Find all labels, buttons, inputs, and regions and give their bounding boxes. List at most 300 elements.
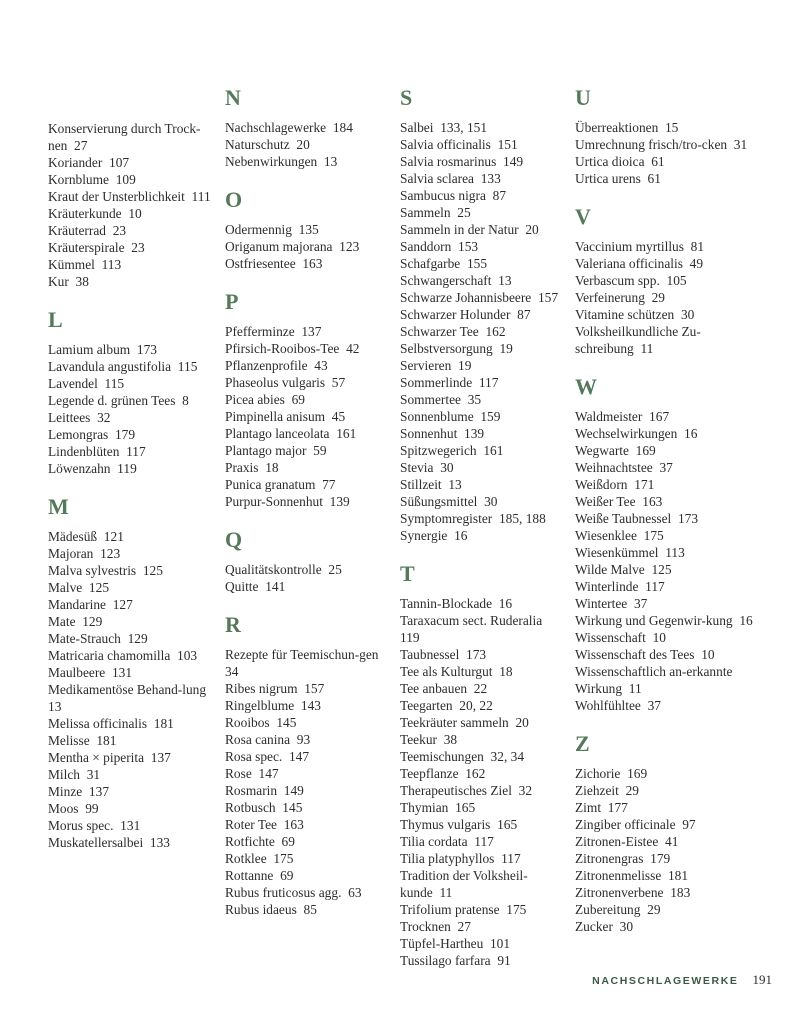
entry-page-numbers: 69 (291, 392, 305, 407)
entry-page-numbers: 38 (75, 274, 89, 289)
entry-term: Kur (48, 274, 69, 289)
entry-term: Moos (48, 801, 79, 816)
index-entry (225, 867, 388, 884)
index-entry (575, 663, 764, 697)
entry-page-numbers: 157 (304, 681, 325, 696)
index-entry (48, 375, 213, 392)
entry-page-numbers: 101 (489, 936, 511, 951)
entry-term: Leittees (48, 410, 91, 425)
index-entry (48, 766, 213, 783)
entry-term: Malve (48, 580, 83, 595)
entry-page-numbers: 162 (465, 766, 486, 781)
entry-term: Matricaria chamomilla (48, 648, 171, 663)
index-entry (48, 783, 213, 800)
entry-page-numbers: 181 (667, 868, 689, 883)
entry-term: Praxis (225, 460, 259, 475)
entry-term: Schwangerschaft (400, 273, 492, 288)
entry-term: Lamium album (48, 342, 131, 357)
entry-page-numbers: 16 (739, 613, 753, 628)
index-entry (575, 442, 764, 459)
index-entry (400, 289, 563, 306)
entry-term: Stevia (400, 460, 434, 475)
index-entry (400, 357, 563, 374)
entry-page-numbers: 147 (288, 749, 310, 764)
index-entry (400, 510, 563, 527)
index-entry (575, 901, 764, 918)
entry-term: Volksheilkundliche Zu-schreibung (575, 324, 701, 356)
index-entry (225, 646, 388, 680)
index-entry (225, 782, 388, 799)
index-entry (400, 646, 563, 663)
index-entry (575, 850, 764, 867)
entry-term: Rooibos (225, 715, 270, 730)
entry-page-numbers: 111 (191, 189, 211, 204)
index-entry (575, 510, 764, 527)
entry-term: Wirkung und Gegenwir-kung (575, 613, 733, 628)
index-entry (575, 119, 764, 136)
entry-page-numbers: 185, 188 (498, 511, 546, 526)
index-entry (575, 799, 764, 816)
index-entry (225, 561, 388, 578)
index-entry (225, 493, 388, 510)
index-entry (575, 425, 764, 442)
index-entry (400, 442, 563, 459)
section-letter-r: R (225, 612, 241, 637)
index-column-2 (225, 86, 400, 969)
index-entry (575, 136, 764, 153)
entry-term: Teekur (400, 732, 437, 747)
entry-term: Lavendel (48, 376, 98, 391)
entry-page-numbers: 87 (517, 307, 531, 322)
index-entry (575, 646, 764, 663)
entry-term: Zingiber officinale (575, 817, 676, 832)
entry-term: Rubus fruticosus agg. (225, 885, 342, 900)
entry-page-numbers: 13 (448, 477, 462, 492)
entry-term: Zimt (575, 800, 602, 815)
entry-page-numbers: 29 (651, 290, 665, 305)
entry-page-numbers: 127 (112, 597, 133, 612)
index-entry (400, 153, 563, 170)
entry-term: Kraut der Unsterblichkeit (48, 189, 185, 204)
entry-term: Zitronen-Eistee (575, 834, 659, 849)
entry-page-numbers: 133 (480, 171, 501, 186)
index-entry (48, 358, 213, 375)
index-entry (225, 374, 388, 391)
entry-page-numbers: 151 (497, 137, 518, 152)
section-letter-s: S (400, 85, 413, 110)
entry-term: Teemischungen (400, 749, 484, 764)
entry-term: Morus spec. (48, 818, 114, 833)
entry-term: Plantago lanceolata (225, 426, 330, 441)
entry-page-numbers: 11 (439, 885, 453, 900)
entry-term: Rose (225, 766, 252, 781)
index-entry (400, 935, 563, 952)
index-entry (48, 579, 213, 596)
entry-term: Tilia platyphyllos (400, 851, 495, 866)
entry-page-numbers: 117 (478, 375, 499, 390)
index-entry (400, 374, 563, 391)
entry-term: Muskatellersalbei (48, 835, 144, 850)
entry-page-numbers: 173 (466, 647, 487, 662)
index-entry (48, 256, 213, 273)
entry-term: Urtica dioica (575, 154, 645, 169)
entry-page-numbers: 117 (474, 834, 494, 849)
index-entry (48, 613, 213, 630)
entry-term: Wissenschaft des Tees (575, 647, 695, 662)
entry-page-numbers: 85 (303, 902, 317, 917)
entry-term: Sammeln in der Natur (400, 222, 519, 237)
index-entry (400, 323, 563, 340)
entry-term: Winterlinde (575, 579, 639, 594)
entry-page-numbers: 155 (466, 256, 488, 271)
index-entry (48, 715, 213, 732)
entry-term: Mate (48, 614, 76, 629)
entry-term: Wintertee (575, 596, 628, 611)
index-entry (225, 119, 388, 136)
index-entry (225, 816, 388, 833)
section-letter-v: V (575, 204, 591, 229)
entry-page-numbers: 139 (464, 426, 485, 441)
entry-page-numbers: 143 (300, 698, 321, 713)
entry-term: Kräuterrad (48, 223, 106, 238)
entry-term: Quitte (225, 579, 259, 594)
entry-page-numbers: 137 (150, 750, 171, 765)
entry-term: Teegarten (400, 698, 453, 713)
entry-page-numbers: 153 (458, 239, 479, 254)
index-entry (575, 833, 764, 850)
entry-page-numbers: 49 (689, 256, 704, 271)
index-entry (225, 799, 388, 816)
entry-term: Weißer Tee (575, 494, 636, 509)
entry-page-numbers: 59 (313, 443, 327, 458)
entry-page-numbers: 97 (682, 817, 696, 832)
entry-page-numbers: 23 (131, 240, 145, 255)
entry-term: Rottanne (225, 868, 274, 883)
index-entry (400, 918, 563, 935)
entry-term: Odermennig (225, 222, 292, 237)
entry-page-numbers: 125 (88, 580, 110, 595)
index-entry (225, 153, 388, 170)
entry-term: Kräuterkunde (48, 206, 122, 221)
entry-page-numbers: 175 (273, 851, 294, 866)
entry-term: Salvia rosmarinus (400, 154, 497, 169)
index-entry (225, 391, 388, 408)
entry-term: Sambucus nigra (400, 188, 486, 203)
entry-term: Salbei (400, 120, 434, 135)
entry-page-numbers: 18 (499, 664, 513, 679)
entry-page-numbers: 139 (329, 494, 350, 509)
entry-term: Salvia officinalis (400, 137, 491, 152)
entry-term: Rubus idaeus (225, 902, 297, 917)
entry-term: Mentha × piperita (48, 750, 145, 765)
index-entry (575, 408, 764, 425)
entry-page-numbers: 137 (88, 784, 110, 799)
index-entry (400, 306, 563, 323)
index-entry (575, 629, 764, 646)
entry-page-numbers: 133 (149, 835, 170, 850)
index-entry (48, 834, 213, 851)
entry-page-numbers: 10 (128, 206, 142, 221)
index-entry (48, 681, 213, 715)
entry-page-numbers: 147 (258, 766, 279, 781)
index-entry (48, 630, 213, 647)
entry-page-numbers: 99 (85, 801, 99, 816)
entry-page-numbers: 32, 34 (490, 749, 525, 764)
entry-page-numbers: 16 (684, 426, 698, 441)
entry-term: Lindenblüten (48, 444, 120, 459)
entry-term: Symptomregister (400, 511, 493, 526)
index-entry (225, 765, 388, 782)
entry-page-numbers: 125 (651, 562, 672, 577)
index-entry (400, 425, 563, 442)
entry-term: Teepflanze (400, 766, 459, 781)
index-entry (575, 867, 764, 884)
entry-term: Taubnessel (400, 647, 460, 662)
entry-term: Wegwarte (575, 443, 629, 458)
index-entry (400, 272, 563, 289)
index-entry (400, 901, 563, 918)
entry-term: Wechselwirkungen (575, 426, 678, 441)
entry-page-numbers: 141 (265, 579, 286, 594)
entry-page-numbers: 93 (296, 732, 311, 747)
entry-page-numbers: 20 (515, 715, 529, 730)
entry-term: Mate-Strauch (48, 631, 121, 646)
index-entry (400, 952, 563, 969)
entry-term: Pfirsich-Rooibos-Tee (225, 341, 340, 356)
index-entry (400, 833, 563, 850)
entry-page-numbers: 149 (283, 783, 304, 798)
entry-page-numbers: 115 (177, 359, 198, 374)
entry-page-numbers: 159 (480, 409, 501, 424)
entry-term: Thymian (400, 800, 449, 815)
entry-page-numbers: 27 (74, 138, 88, 153)
entry-term: Wiesenkümmel (575, 545, 659, 560)
section-letter-u: U (575, 85, 591, 110)
entry-term: Wiesenklee (575, 528, 637, 543)
entry-page-numbers: 181 (153, 716, 174, 731)
index-entry (225, 476, 388, 493)
index-entry (225, 255, 388, 272)
entry-term: Trifolium pratense (400, 902, 500, 917)
entry-term: Minze (48, 784, 83, 799)
entry-term: Medikamentöse Behand-lung (48, 682, 207, 697)
entry-term: Selbstversorgung (400, 341, 493, 356)
entry-term: Zitronenverbene (575, 885, 664, 900)
entry-page-numbers: 161 (483, 443, 504, 458)
entry-page-numbers: 57 (331, 375, 346, 390)
index-entry (400, 476, 563, 493)
entry-term: Rotbusch (225, 800, 276, 815)
index-entry (575, 170, 764, 187)
index-entry (400, 799, 563, 816)
entry-term: Sommertee (400, 392, 461, 407)
entry-page-numbers: 123 (339, 239, 360, 254)
entry-term: Wilde Malve (575, 562, 645, 577)
entry-term: Taraxacum sect. Ruderalia (400, 613, 543, 628)
entry-term: Kornblume (48, 172, 109, 187)
index-entry (400, 170, 563, 187)
entry-page-numbers: 129 (127, 631, 148, 646)
index-entry (48, 205, 213, 222)
index-entry (48, 800, 213, 817)
entry-term: Nachschlagewerke (225, 120, 327, 135)
entry-page-numbers: 13 (498, 273, 512, 288)
index-entry (225, 578, 388, 595)
index-entry (225, 850, 388, 867)
index-entry (225, 697, 388, 714)
entry-term: Wohlfühltee (575, 698, 641, 713)
entry-page-numbers: 41 (665, 834, 679, 849)
index-entry (400, 204, 563, 221)
entry-page-numbers: 31 (733, 137, 748, 152)
entry-page-numbers: 18 (265, 460, 279, 475)
index-entry (400, 697, 563, 714)
entry-term: Tradition der Volksheil-kunde (400, 868, 528, 900)
index-entry (575, 323, 764, 357)
entry-term: Melisse (48, 733, 90, 748)
index-entry (225, 442, 388, 459)
index-entry (48, 732, 213, 749)
index-entry (400, 595, 563, 612)
entry-page-numbers: 63 (348, 885, 362, 900)
section-letter-p: P (225, 289, 239, 314)
section-letter-t: T (400, 561, 415, 586)
entry-term: Nebenwirkungen (225, 154, 318, 169)
entry-page-numbers: 37 (659, 460, 673, 475)
entry-page-numbers: 87 (492, 188, 507, 203)
index-entry (400, 136, 563, 153)
index-entry (400, 187, 563, 204)
index-entry (400, 391, 563, 408)
entry-page-numbers: 37 (633, 596, 648, 611)
index-entry (575, 765, 764, 782)
entry-term: Vitamine schützen (575, 307, 675, 322)
footer-chapter-label: NACHSCHLAGEWERKE (592, 975, 739, 987)
index-entry (48, 154, 213, 171)
entry-page-numbers: 157 (537, 290, 559, 305)
entry-term: Qualitätskontrolle (225, 562, 322, 577)
entry-page-numbers: 38 (443, 732, 458, 747)
entry-page-numbers: 163 (283, 817, 304, 832)
index-entry (225, 459, 388, 476)
index-entry (225, 680, 388, 697)
entry-term: Verbascum spp. (575, 273, 660, 288)
index-entry (400, 527, 563, 544)
entry-term: Sonnenhut (400, 426, 458, 441)
entry-term: Sonnenblume (400, 409, 474, 424)
entry-term: Umrechnung frisch/tro-cken (575, 137, 728, 152)
index-entry (225, 323, 388, 340)
entry-page-numbers: 145 (276, 715, 297, 730)
entry-term: Pfefferminze (225, 324, 295, 339)
index-entry (400, 340, 563, 357)
entry-term: Servieren (400, 358, 452, 373)
entry-page-numbers: 125 (142, 563, 163, 578)
entry-term: Tee als Kulturgut (400, 664, 493, 679)
entry-term: Rotklee (225, 851, 267, 866)
index-entry (225, 731, 388, 748)
index-entry (225, 425, 388, 442)
entry-term: Lemongras (48, 427, 109, 442)
entry-page-numbers: 11 (628, 681, 642, 696)
entry-term: Pimpinella anisum (225, 409, 326, 424)
entry-page-numbers: 119 (400, 630, 420, 645)
entry-page-numbers: 22 (473, 681, 488, 696)
index-entry (48, 392, 213, 409)
section-letter-l: L (48, 307, 63, 332)
index-entry (225, 748, 388, 765)
entry-page-numbers: 13 (48, 699, 62, 714)
index-entry (575, 595, 764, 612)
entry-page-numbers: 131 (111, 665, 133, 680)
index-entry (575, 782, 764, 799)
entry-term: Ostfriesentee (225, 256, 296, 271)
index-entry (400, 119, 563, 136)
index-entry (48, 545, 213, 562)
index-entry (48, 817, 213, 834)
entry-term: Rosa spec. (225, 749, 283, 764)
entry-page-numbers: 61 (651, 154, 665, 169)
entry-term: Milch (48, 767, 80, 782)
entry-term: Schwarze Johannisbeere (400, 290, 532, 305)
entry-term: Konservierung durch Trock-nen (48, 121, 201, 153)
index-columns (48, 86, 776, 969)
entry-term: Majoran (48, 546, 94, 561)
index-entry (48, 647, 213, 664)
entry-page-numbers: 129 (82, 614, 103, 629)
entry-page-numbers: 42 (346, 341, 360, 356)
entry-page-numbers: 105 (666, 273, 687, 288)
entry-page-numbers: 179 (114, 427, 136, 442)
entry-page-numbers: 69 (281, 834, 295, 849)
index-column-1 (48, 86, 225, 969)
entry-page-numbers: 32 (518, 783, 533, 798)
entry-page-numbers: 30 (619, 919, 634, 934)
entry-page-numbers: 61 (647, 171, 661, 186)
entry-page-numbers: 145 (282, 800, 303, 815)
entry-page-numbers: 8 (182, 393, 189, 408)
entry-page-numbers: 16 (498, 596, 513, 611)
entry-term: Phaseolus vulgaris (225, 375, 326, 390)
index-entry (400, 850, 563, 867)
index-entry (575, 527, 764, 544)
entry-term: Synergie (400, 528, 448, 543)
entry-page-numbers: 173 (677, 511, 699, 526)
entry-term: Rotfichte (225, 834, 275, 849)
entry-page-numbers: 169 (635, 443, 656, 458)
entry-page-numbers: 167 (649, 409, 670, 424)
entry-term: Schafgarbe (400, 256, 461, 271)
entry-term: Zichorie (575, 766, 621, 781)
entry-term: Naturschutz (225, 137, 290, 152)
index-entry (400, 867, 563, 901)
entry-term: Therapeutisches Ziel (400, 783, 512, 798)
entry-page-numbers: 20 (296, 137, 310, 152)
index-entry (575, 238, 764, 255)
index-entry (48, 562, 213, 579)
entry-page-numbers: 183 (670, 885, 691, 900)
index-column-4 (575, 86, 776, 969)
entry-page-numbers: 34 (225, 664, 239, 679)
entry-term: Sanddorn (400, 239, 452, 254)
entry-term: Weißdorn (575, 477, 628, 492)
index-entry (400, 493, 563, 510)
entry-page-numbers: 20 (525, 222, 539, 237)
index-entry (400, 765, 563, 782)
index-entry (400, 748, 563, 765)
index-entry (575, 255, 764, 272)
entry-page-numbers: 171 (634, 477, 655, 492)
